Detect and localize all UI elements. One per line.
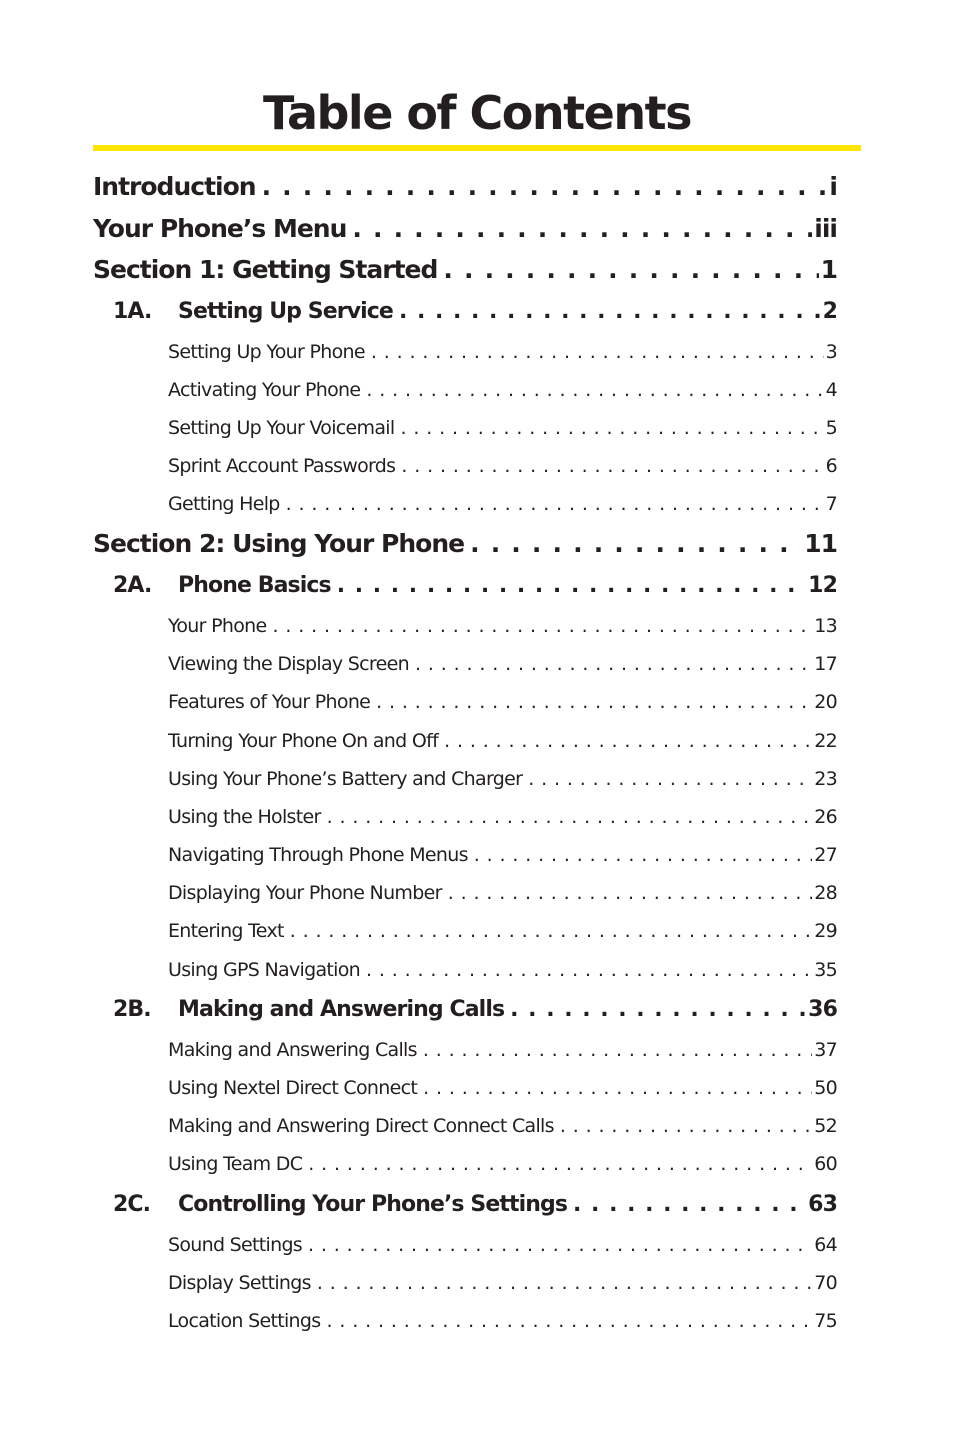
toc-entry-label: Sound Settings [168, 1233, 302, 1256]
toc-topic-entry[interactable] [93, 874, 837, 912]
toc-entry-label: Your Phone [168, 614, 267, 637]
toc-entry-page-number: 63 [808, 1191, 837, 1217]
toc-entry-page-number: 64 [814, 1233, 837, 1256]
toc-topic-entry[interactable] [93, 1145, 837, 1183]
toc-topic-entry[interactable] [93, 951, 837, 989]
toc-entry-page-number: 5 [825, 416, 837, 439]
toc-topic-entry[interactable] [93, 1031, 837, 1069]
toc-dot-leader [371, 333, 824, 371]
toc-entry-page-number: 12 [808, 572, 837, 598]
toc-entry-label: Introduction [93, 172, 256, 201]
toc-entry-page-number: 3 [825, 340, 837, 363]
toc-dot-leader [401, 447, 823, 485]
toc-entry-label: Making and Answering Calls [178, 996, 505, 1022]
toc-entry-page-number: 23 [814, 767, 837, 790]
toc-entry-label: Using Team DC [168, 1153, 303, 1176]
toc-entry-label: Turning Your Phone On and Off [168, 729, 439, 752]
toc-entry-page-number: 6 [825, 455, 837, 478]
toc-section-entry[interactable] [93, 523, 837, 565]
toc-entry-label: Using Your Phone’s Battery and Charger [168, 767, 523, 790]
toc-entry-label: Displaying Your Phone Number [168, 882, 442, 905]
toc-topic-entry[interactable] [93, 1226, 837, 1264]
toc-section-entry[interactable] [93, 166, 837, 208]
toc-topic-entry[interactable] [93, 798, 837, 836]
toc-topic-entry[interactable] [93, 760, 837, 798]
toc-topic-entry[interactable] [93, 607, 837, 645]
toc-dot-leader [317, 1264, 812, 1302]
toc-entry-label: Controlling Your Phone’s Settings [178, 1191, 568, 1217]
toc-entry-page-number: 26 [814, 805, 837, 828]
toc-entry-label: Using Nextel Direct Connect [168, 1077, 418, 1099]
toc-topic-entry[interactable] [93, 1302, 837, 1340]
toc-entry-label: Getting Help [168, 493, 280, 516]
toc-entry-label: Using GPS Navigation [168, 958, 360, 981]
toc-dot-leader [443, 249, 818, 291]
toc-chapter-entry[interactable] [93, 989, 837, 1031]
toc-entry-page-number: 52 [814, 1115, 837, 1138]
toc-entry-label: Phone Basics [178, 572, 331, 598]
toc-dot-leader [444, 722, 812, 760]
toc-topic-entry[interactable] [93, 333, 837, 371]
toc-entry-label: Your Phone’s Menu [93, 213, 347, 243]
toc-topic-entry[interactable] [93, 371, 837, 409]
toc-dot-leader [352, 208, 812, 250]
toc-topic-entry[interactable] [93, 912, 837, 950]
toc-chapter-entry[interactable] [93, 565, 837, 607]
toc-entry-label: Using the Holster [168, 805, 321, 828]
toc-dot-leader [272, 607, 812, 645]
toc-topic-entry[interactable] [93, 1069, 837, 1107]
toc-entry-number: 2C. [113, 1191, 151, 1217]
toc-entry-page-number: 2 [822, 298, 837, 324]
toc-dot-leader [400, 409, 823, 447]
table-of-contents-list [93, 166, 837, 1340]
toc-dot-leader [290, 912, 812, 950]
toc-entry-page-number: 22 [814, 729, 837, 752]
toc-entry-page-number: 17 [814, 653, 837, 676]
toc-dot-leader [448, 874, 813, 912]
toc-topic-entry[interactable] [93, 485, 837, 523]
toc-entry-label: Display Settings [168, 1271, 311, 1294]
toc-entry-number: 2A. [113, 572, 152, 598]
toc-chapter-entry[interactable] [93, 1184, 837, 1226]
toc-dot-leader [366, 951, 812, 989]
toc-entry-page-number: 60 [814, 1153, 837, 1176]
toc-entry-page-number: 1 [820, 255, 837, 284]
toc-entry-page-number: 50 [814, 1077, 837, 1099]
toc-topic-entry[interactable] [93, 645, 837, 683]
toc-entry-label: Making and Answering Calls [168, 1038, 417, 1061]
toc-dot-leader [415, 645, 812, 683]
toc-entry-number: 1A. [113, 298, 152, 324]
toc-dot-leader [423, 1069, 812, 1107]
toc-dot-leader [423, 1031, 812, 1069]
toc-entry-label: Setting Up Service [178, 298, 393, 324]
toc-entry-page-number: 75 [814, 1309, 837, 1332]
toc-entry-label: Section 1: Getting Started [93, 255, 438, 284]
toc-dot-leader [510, 989, 806, 1031]
toc-entry-label: Location Settings [168, 1309, 321, 1332]
toc-entry-page-number: 7 [825, 493, 837, 516]
toc-chapter-entry[interactable] [93, 291, 837, 333]
toc-entry-label: Entering Text [168, 920, 284, 943]
toc-dot-leader [308, 1145, 812, 1183]
toc-section-entry[interactable] [93, 249, 837, 291]
toc-entry-label: Making and Answering Direct Connect Calls [168, 1115, 554, 1138]
toc-entry-page-number: 13 [814, 614, 837, 637]
toc-entry-page-number: 11 [804, 529, 837, 559]
toc-entry-page-number: 37 [814, 1038, 837, 1061]
toc-entry-page-number: 27 [814, 844, 837, 867]
toc-dot-leader [327, 798, 813, 836]
toc-topic-entry[interactable] [93, 722, 837, 760]
toc-entry-page-number: 20 [814, 691, 837, 714]
toc-entry-page-number: 35 [814, 958, 837, 981]
toc-topic-entry[interactable] [93, 1264, 837, 1302]
toc-dot-leader [470, 523, 802, 565]
toc-topic-entry[interactable] [93, 409, 837, 447]
toc-dot-leader [474, 836, 812, 874]
toc-dot-leader [326, 1302, 812, 1340]
toc-dot-leader [528, 760, 812, 798]
toc-entry-page-number: 28 [814, 882, 837, 905]
toc-entry-page-number: 36 [808, 996, 837, 1022]
toc-entry-page-number: i [829, 172, 837, 201]
toc-dot-leader [337, 565, 806, 607]
toc-entry-label: Activating Your Phone [168, 378, 361, 401]
toc-entry-label: Setting Up Your Phone [168, 340, 365, 363]
page-title: Table of Contents [263, 86, 691, 140]
toc-dot-leader [399, 291, 821, 333]
toc-topic-entry[interactable] [93, 683, 837, 721]
toc-entry-label: Viewing the Display Screen [168, 653, 409, 676]
toc-entry-label: Features of Your Phone [168, 691, 371, 714]
toc-dot-leader [286, 485, 824, 523]
toc-dot-leader [573, 1184, 806, 1226]
toc-entry-number: 2B. [113, 996, 151, 1022]
toc-topic-entry[interactable] [93, 1107, 837, 1145]
toc-entry-label: Sprint Account Passwords [168, 455, 396, 478]
toc-entry-label: Navigating Through Phone Menus [168, 844, 468, 867]
toc-section-entry[interactable] [93, 208, 837, 250]
toc-dot-leader [560, 1107, 812, 1145]
toc-entry-page-number: 4 [825, 378, 837, 401]
toc-topic-entry[interactable] [93, 836, 837, 874]
title-underline-rule [93, 145, 861, 151]
toc-dot-leader [308, 1226, 812, 1264]
toc-dot-leader [366, 371, 823, 409]
toc-entry-label: Setting Up Your Voicemail [168, 416, 395, 439]
toc-entry-label: Section 2: Using Your Phone [93, 529, 465, 559]
toc-entry-page-number: iii [814, 213, 837, 243]
toc-dot-leader [376, 683, 812, 721]
toc-dot-leader [262, 166, 828, 208]
toc-entry-page-number: 29 [814, 920, 837, 943]
toc-entry-page-number: 70 [814, 1271, 837, 1294]
toc-topic-entry[interactable] [93, 447, 837, 485]
